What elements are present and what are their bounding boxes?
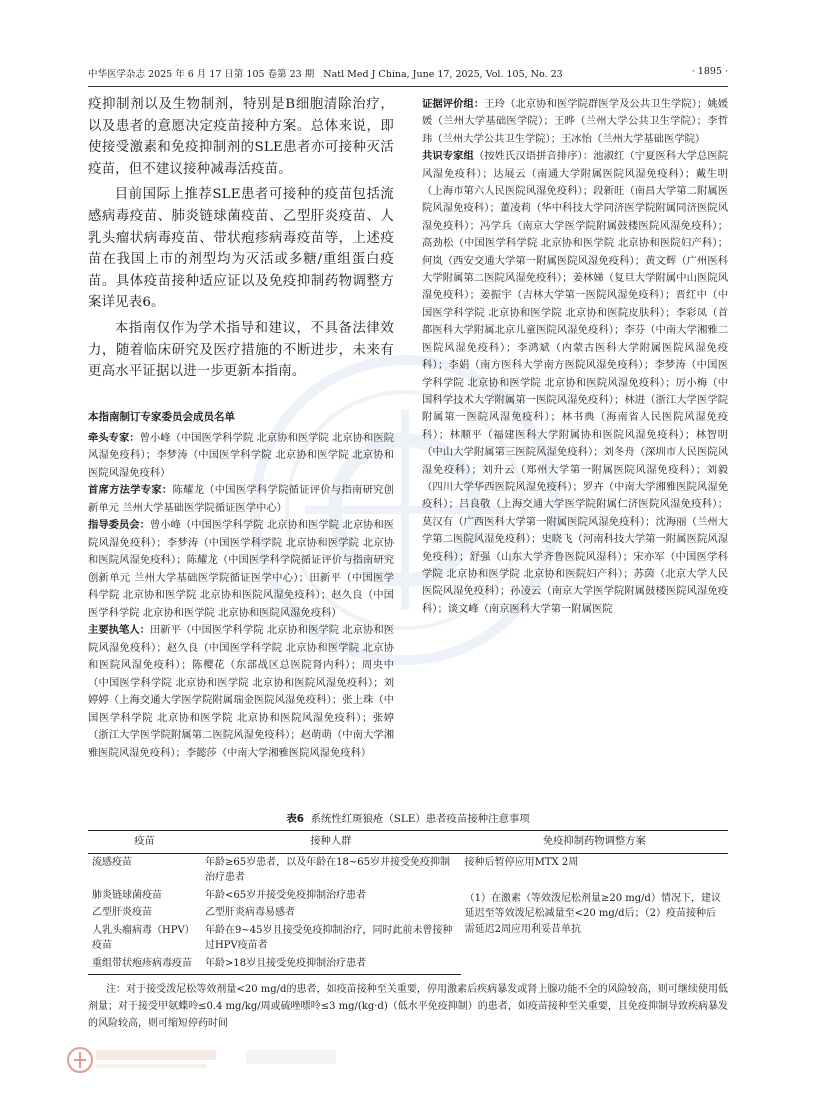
publisher-wordmark-icon bbox=[96, 1044, 356, 1074]
role-label: 主要执笔人： bbox=[88, 624, 150, 637]
table-header-row bbox=[88, 831, 728, 854]
journal-citation bbox=[88, 66, 563, 80]
table-row bbox=[88, 853, 728, 887]
running-header bbox=[88, 66, 728, 87]
sort-note: （按姓氏汉语拼音排序）： bbox=[473, 150, 594, 163]
member-list: 池淑红（宁夏医科大学总医院风湿免疫科）；达展云（南通大学附属医院风湿免疫科）；戴生明（上海市第六人民医院风湿免疫科）；段新旺（南昌大学第二附属医院风湿免疫科）；董凌莉（华中科技大学同济医学院附属同济医院风湿免疫科）；冯学兵（南京大学医学院附属鼓楼医院风湿免疫科）；高劲松（中国医学科学院 北京协和医学院 北京协和医院妇产科）；何岚（西安交通大学第一附属医院风湿免疫科）；黄文辉（广州医科大学附属第二医院风湿免疫科）；姜林娣（复旦大学附属中山医院风湿免疫科）；姜振宇（吉林大学第一医院风湿免疫科）；晋红中（中国医学科学院 北京协和医学院 北京协和医院皮肤科）；李彩凤（首都医科大学附属北京儿童医院风湿免疫科）；李芬（中南大学湘雅二医院风湿免疫科）；李鸿斌（内蒙古医科大学附属医院风湿免疫科）；李娟（南方医科大学南方医院风湿免疫科）；李梦涛（中国医学科学院 北京协和医学院 北京协和医院风湿免疫科）；厉小梅（中国科学技术大学附属第一医院风湿免疫科）；林进（浙江大学医学院附属第一医院风湿免疫科）；林书典（海南省人民医院风湿免疫科）；林顺平（福建医科大学附属协和医院风湿免疫科）；林智明（中山大学附属第三医院风湿免疫科）；刘冬舟（深圳市人民医院风湿免疫科）；刘升云（郑州大学第一附属医院风湿免疫科）；刘毅（四川大学华西医院风湿免疫科）；罗卉（中南大学湘雅医院风湿免疫科）；吕良敬（上海交通大学医学院附属仁济医院风湿免疫科）；莫汉有（广西医科大学第一附属医院风湿免疫科）；沈海丽（兰州大学第二医院风湿免疫科）；史晓飞（河南科技大学第一附属医院风湿免疫科）；舒强（山东大学齐鲁医院风湿科）；宋亦军（中国医学科学院 北京协和医学院 北京协和医院妇产科）；苏茵（北京大学人民医院风湿免疫科）；孙凌云（南京大学医学院附属鼓楼医院风湿免疫科）；谈文峰（南京医科大学第一附属医院 bbox=[422, 150, 729, 615]
member-list: 陈耀龙（中国医学科学院循证评价与指南研究创新单元 兰州大学基础医学院循证医学中心） bbox=[88, 484, 395, 514]
committee-heading: 本指南制订专家委员会成员名单 bbox=[88, 410, 235, 423]
table-note: 注：对于接受泼尼松等效剂量<20 mg/d的患者，如疫苗接种至关重要，停用激素后疾病暴发或肾上腺功能不全的风险较高，则可继续使用低剂量；对于接受甲氨蝶呤≤0.4 mg/kg/周或硫唑嘌呤≤3 mg/(kg·d)（低水平免疫抑制）的患者，如疫苗接种至关重要，且免疫抑制导致疾病暴发的风险较高，则可缩短停药时间 bbox=[88, 984, 728, 1029]
vaccine-cell: 乙型肝炎疫苗 bbox=[92, 907, 152, 918]
chief-methodologist bbox=[88, 482, 394, 517]
table-caption bbox=[88, 810, 728, 825]
consensus-expert-group bbox=[422, 148, 728, 618]
column-header-vaccine: 疫苗 bbox=[88, 831, 201, 854]
right-column bbox=[422, 96, 728, 618]
evidence-review-group bbox=[422, 96, 728, 148]
table-6 bbox=[88, 810, 728, 1032]
vaccination-table bbox=[88, 830, 728, 975]
body-paragraph: 目前国际上推荐SLE患者可接种的疫苗包括流感病毒疫苗、肺炎链球菌疫苗、乙型肝炎疫苗、人乳头瘤状病毒疫苗、带状疱疹病毒疫苗等，上述疫苗在我国上市的剂型均为灭活或多糖/重组蛋白疫苗。具体疫苗接种适应证以及免疫抑制药物调整方案详见表6。 bbox=[88, 187, 394, 311]
member-list: 田新平（中国医学科学院 北京协和医学院 北京协和医院风湿免疫科）；赵久良（中国医学科学院 北京协和医学院 北京协和医院风湿免疫科）；陈樱花（东部战区总医院肾内科）；周央中（中国医学科学院 北京协和医学院 北京协和医院风湿免疫科）；刘婷婷（上海交通大学医学院附属瑞金医院风湿免疫科）；张上珠（中国医学科学院 北京协和医学院 北京协和医院风湿免疫科）；张婷（浙江大学医学院附属第二医院风湿免疫科）；赵萌萌（中南大学湘雅医院风湿免疫科）；李懿莎（中南大学湘雅医院风湿免疫科） bbox=[88, 624, 395, 759]
population-cell: 年龄<65岁并接受免疫抑制治疗患者 bbox=[205, 889, 367, 901]
role-label: 牵头专家： bbox=[88, 431, 140, 444]
body-paragraph: 本指南仅作为学术指导和建议，不具备法律效力，随着临床研究及医疗措施的不断进步，未来有更高水平证据以进一步更新本指南。 bbox=[88, 320, 394, 380]
adjustment-cell: （1）在激素（等效泼尼松剂量≥20 mg/d）情况下，建议延迟至等效泼尼松减量至<20 mg/d后；（2）疫苗接种后需延迟2周应用利妥昔单抗 bbox=[464, 892, 721, 935]
journal-title-zh: 中华医学杂志 2025 年 6 月 17 日第 105 卷第 23 期 bbox=[88, 69, 315, 80]
column-header-adjustment: 免疫抑制药物调整方案 bbox=[461, 831, 728, 854]
population-cell: 乙型肝炎病毒易感者 bbox=[205, 907, 296, 918]
vaccine-cell: 人乳头瘤病毒（HPV）疫苗 bbox=[92, 924, 195, 951]
role-label: 证据评价组： bbox=[422, 98, 485, 110]
role-label: 共识专家组 bbox=[422, 150, 474, 163]
column-header-population: 接种人群 bbox=[201, 831, 461, 854]
role-label: 首席方法学专家： bbox=[88, 484, 173, 497]
left-column bbox=[88, 94, 394, 762]
member-list: 王玲（北京协和医学院群医学及公共卫生学院）；姚媛媛（兰州大学基础医学院）；王晔（兰州大学公共卫生学院）；李哲玮（兰州大学公共卫生学院）；王冰怡（兰州大学基础医学院） bbox=[422, 98, 728, 145]
journal-title-en: Natl Med J China, June 17, 2025, Vol. 105, No. 23 bbox=[323, 69, 563, 80]
table-row bbox=[88, 887, 728, 905]
steering-committee bbox=[88, 517, 394, 622]
population-cell: 年龄>18岁且接受免疫抑制治疗患者 bbox=[201, 955, 461, 975]
population-cell: 年龄在9~45岁且接受免疫抑制治疗，同时此前未曾接种过HPV疫苗者 bbox=[205, 924, 453, 951]
page-number: · 1895 · bbox=[691, 66, 728, 77]
member-list: 曾小峰（中国医学科学院 北京协和医学院 北京协和医院风湿免疫科）；李梦涛（中国医学科学院 北京协和医学院 北京协和医院风湿免疫科）；陈耀龙（中国医学科学院循证评价与指南研究创新单元 兰州大学基础医学院循证医学中心）；田新平（中国医学科学院 北京协和医学院 北京协和医院风湿免疫科）；赵久良（中国医学科学院 北京协和医学院 北京协和医院风湿免疫科） bbox=[88, 519, 395, 619]
table-number: 表6 bbox=[286, 813, 304, 825]
table-title: 系统性红斑狼疮（SLE）患者疫苗接种注意事项 bbox=[310, 813, 530, 825]
role-label: 指导委员会： bbox=[88, 519, 150, 532]
main-writers bbox=[88, 622, 394, 762]
lead-experts bbox=[88, 430, 394, 483]
body-paragraph: 疫抑制剂以及生物制剂，特别是B细胞清除治疗，以及患者的意愿决定疫苗接种方案。总体来说，即使接受激素和免疫抑制剂的SLE患者亦可接种灭活疫苗，但不建议接种减毒活疫苗。 bbox=[88, 97, 394, 177]
population-cell: 年龄≥65岁患者，以及年龄在18~65岁并接受免疫抑制治疗患者 bbox=[205, 856, 450, 883]
member-list: 曾小峰（中国医学科学院 北京协和医学院 北京协和医院风湿免疫科）；李梦涛（中国医学科学院 北京协和医学院 北京协和医院风湿免疫科） bbox=[88, 431, 394, 479]
vaccine-cell: 肺炎链球菌疫苗 bbox=[92, 889, 162, 901]
adjustment-cell: 接种后暂停应用MTX 2周 bbox=[464, 856, 579, 868]
vaccine-cell: 重组带状疱疹病毒疫苗 bbox=[88, 955, 201, 975]
vaccine-cell: 流感疫苗 bbox=[92, 856, 132, 868]
